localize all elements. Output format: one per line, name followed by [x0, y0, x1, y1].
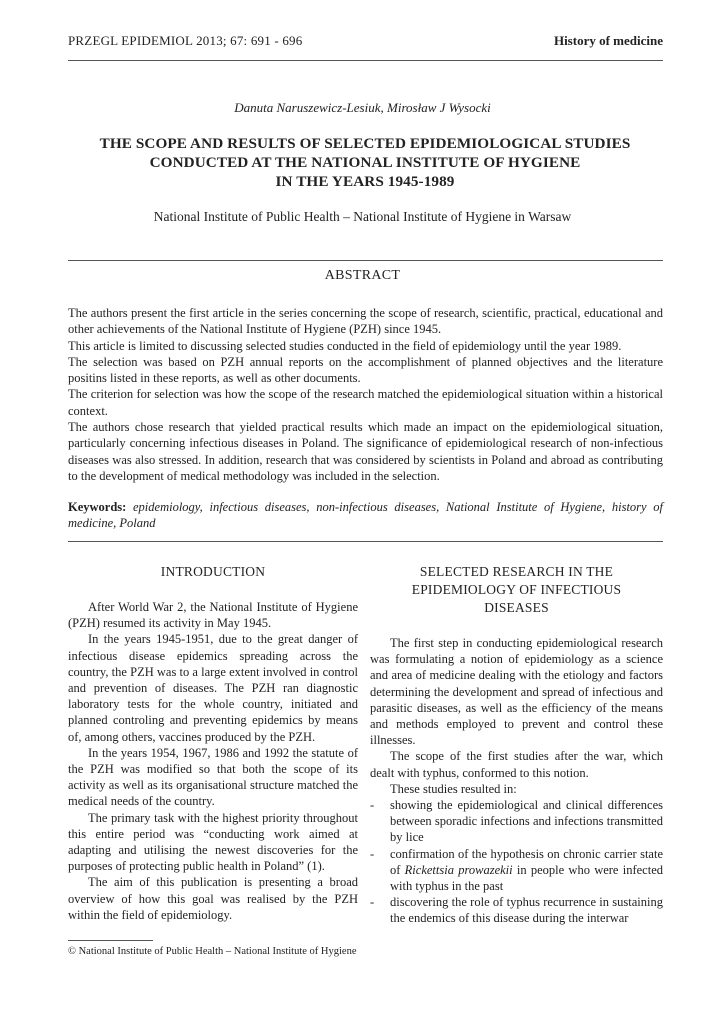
list-dash: -	[370, 846, 375, 861]
selected-research-heading	[370, 563, 663, 617]
list-item-text: discovering the role of typhus recurrence in sustaining the endemics of this disease during the interwar	[390, 895, 663, 926]
list-item-text: showing the epidemiological and clinical differences between sporadic infections and infections transmitted by lice	[390, 798, 663, 845]
keywords	[68, 499, 663, 532]
authors: Danuta Naruszewicz-Lesiuk, Mirosław J Wysocki	[234, 100, 491, 115]
abstract-paragraph: The authors present the first article in the series concerning the scope of research, scientific, practical, educational and other achievements of the National Institute of Hygiene (PZH) since 1945.	[68, 306, 663, 337]
list-item-text: in people who were infected with typhus in the past	[390, 862, 663, 894]
abstract-heading: ABSTRACT	[324, 268, 401, 283]
keywords-bottom-rule	[68, 541, 663, 542]
copyright-footnote: © National Institute of Public Health – National Institute of Hygiene	[68, 946, 357, 957]
intro-paragraph: In the years 1954, 1967, 1986 and 1992 the statute of the PZH was modified so that both the scope of its activity as well as its organisational structure matched the medical needs of the country.	[68, 745, 358, 809]
intro-paragraph: The aim of this publication is presenting a broad overview of how this goal was realised by the PZH within the field of epidemiology.	[68, 875, 358, 922]
title-line: CONDUCTED AT THE NATIONAL INSTITUTE OF HYGIENE	[149, 154, 581, 171]
intro-paragraph: The primary task with the highest priority throughout this entire period was “conducting work aimed at adapting and utilising the newest discoveries for the purposes of protecting public health in Poland” (1).	[68, 810, 358, 874]
heading-line: EPIDEMIOLOGY OF INFECTIOUS	[411, 582, 622, 597]
list-item	[370, 894, 663, 926]
research-paragraph: The scope of the first studies after the war, which dealt with typhus, conformed to this notion.	[370, 749, 663, 780]
heading-line: DISEASES	[484, 600, 549, 615]
introduction-column	[68, 563, 358, 923]
abstract-paragraph: The criterion for selection was how the scope of the research matched the epidemiological situation within a historical context.	[68, 387, 663, 418]
list-item-text: confirmation of the hypothesis on chronic carrier state of	[390, 846, 663, 877]
list-item	[370, 797, 663, 846]
article-title	[60, 134, 670, 191]
list-dash: -	[370, 895, 375, 910]
results-list	[370, 797, 663, 927]
abstract-body	[68, 305, 663, 484]
footnote-rule	[68, 940, 153, 941]
research-paragraph: The first step in conducting epidemiological research was formulating a notion of epidemiology as a science and area of medicine dealing with the etiology and factors determining the development and spread of infectious and parasitic diseases, as well as the efficiency of the means and methods employed to prevent and control these illnesses.	[370, 636, 663, 748]
title-line: THE SCOPE AND RESULTS OF SELECTED EPIDEMIOLOGICAL STUDIES	[99, 135, 631, 152]
list-item	[370, 846, 663, 895]
journal-citation: PRZEGL EPIDEMIOL 2013; 67: 691 - 696	[68, 33, 303, 48]
list-dash: -	[370, 798, 375, 813]
heading-line: SELECTED RESEARCH IN THE	[419, 564, 614, 579]
header-rule	[68, 60, 663, 61]
abstract-paragraph: The authors chose research that yielded practical results which made an impact on the epidemiological situation, particularly concerning infectious diseases in Poland. The significance of epidemiological research of non-infectious diseases was also stressed. In addition, research that was considered by scientists in Poland and abroad as contributing to the development of medical methodology was included in the selection.	[68, 420, 663, 483]
research-paragraph: These studies resulted in:	[390, 781, 517, 796]
abstract-top-rule	[68, 260, 663, 261]
abstract-paragraph: The selection was based on PZH annual reports on the accomplishment of planned objectives and the literature positins listed in these reports, as well as other documents.	[68, 354, 663, 386]
keywords-text: epidemiology, infectious diseases, non-infectious diseases, National Institute of Hygiene, history of medicine, Poland	[68, 500, 663, 531]
species-name: Rickettsia prowazekii	[404, 862, 513, 877]
section-label: History of medicine	[553, 33, 663, 48]
title-line: IN THE YEARS 1945-1989	[275, 173, 455, 190]
abstract-paragraph: This article is limited to discussing selected studies conducted in the field of epidemiology until the year 1989.	[68, 338, 622, 353]
keywords-label: Keywords:	[68, 500, 127, 514]
intro-paragraph: In the years 1945-1951, due to the great danger of infectious disease epidemics spreading across the country, the PZH was to a large extent involved in control and prevention of diseases. The PZH ran diagnostic laboratory tests for the whole country, initiated and planned controling and preventing epidemics by means of, among others, vaccines produced by the PZH.	[68, 632, 358, 744]
affiliation: National Institute of Public Health – National Institute of Hygiene in Warsaw	[153, 209, 572, 224]
selected-research-column	[370, 563, 663, 927]
intro-paragraph: After World War 2, the National Institute of Hygiene (PZH) resumed its activity in May 1945.	[68, 600, 358, 631]
introduction-heading: INTRODUCTION	[160, 564, 266, 579]
